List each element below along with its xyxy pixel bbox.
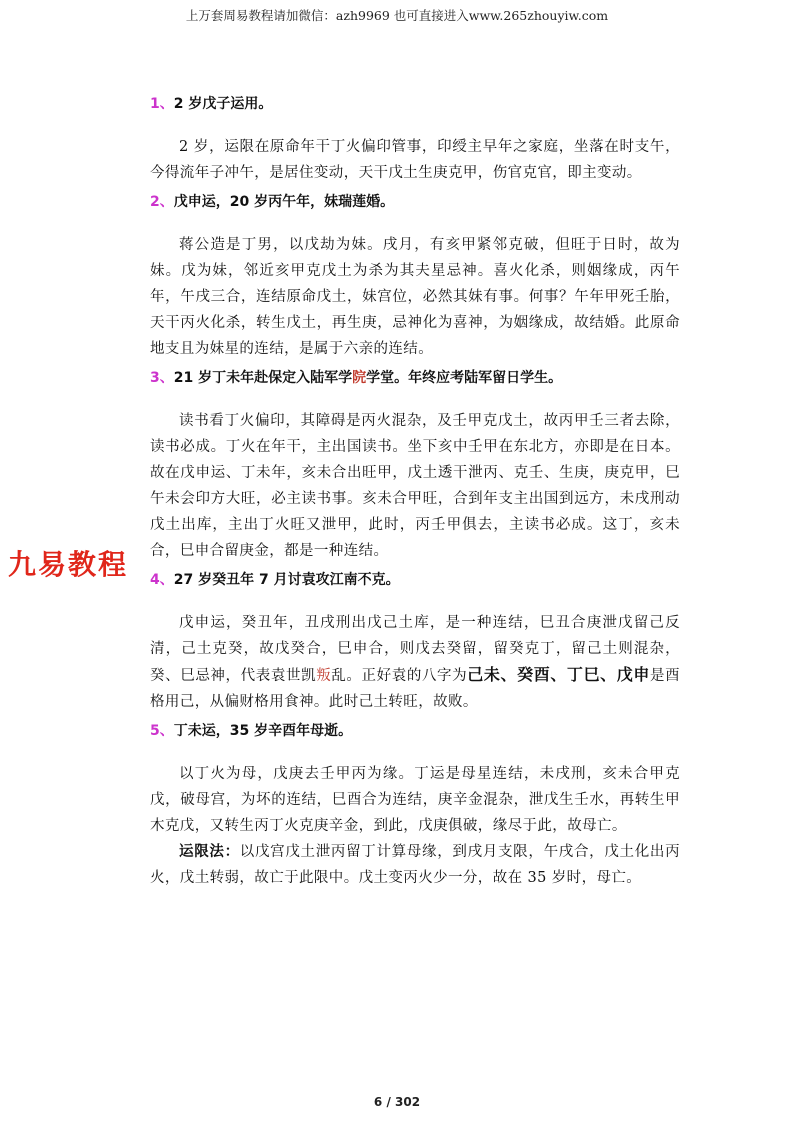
page-number: 6 / 302: [373, 1095, 421, 1109]
section-number: 1、: [150, 96, 174, 112]
section-heading-4: [150, 570, 680, 590]
bazi-chart-text: 己未、癸酉、丁巳、戊申: [467, 665, 650, 684]
paragraph-text: 戊申运，癸丑年，丑戌刑出戊己土库，是一种连结，巳丑合庚泄戊留己反清，己土克癸，故戊癸合，巳申合，则戊去癸留，留癸克丁，留己土则混杂，癸、巳忌神，代表袁世凯: [150, 615, 680, 684]
method-paragraph: [150, 839, 680, 891]
section-number: 3、: [150, 370, 174, 386]
section-title-highlight: 院: [352, 370, 367, 386]
section-paragraph-2: 蒋公造是丁男，以戊劫为妹。戌月，有亥甲紧邻克破，但旺于日时，故为妹。戊为妹，邻近亥甲克戊土为杀为其夫星忌神。喜火化杀，则姻缘成，丙午年，午戌三合，连结原命戊土，妹宫位，必然其妹有事。何事？午年甲死壬胎，天干丙火化杀，转生戊土，再生庚，忌神化为喜神，为姻缘成，故结婚。此原命地支且为妹星的连结，是属于六亲的连结。: [150, 237, 680, 357]
section-paragraph-3: 读书看丁火偏印，其障碍是丙火混杂，及壬甲克戊土，故丙甲壬三者去除，读书必成。丁火在年干，主出国读书。坐下亥中壬甲在东北方，亦即是在日本。故在戊申运、丁未年，亥未合出旺甲，戊土透干泄丙、克壬、生庚，庚克甲，巳午未会印方大旺，必主读书事。亥未合甲旺，合到年支主出国到远方，未戌刑动戊土出库，主出丁火旺又泄甲，此时，丙壬甲俱去，主读书必成。这丁，亥未合，巳申合留庚金，都是一种连结。: [150, 413, 680, 559]
section-paragraph-1: 2 岁，运限在原命年干丁火偏印管事，印绶主早年之家庭，坐落在时支午，今得流年子冲午，是居住变动，天干戊土生庚克甲，伤官克官，即主变动。: [150, 139, 680, 181]
section-title: 27 岁癸丑年 7 月讨袁攻江南不克。: [173, 572, 400, 588]
page-header: 上万套周易教程请加微信：azh9969 也可直接进入www.265zhouyiw.com: [185, 8, 609, 23]
section-number: 4、: [150, 572, 174, 588]
section-number: 5、: [150, 723, 174, 739]
watermark-logo: 九易教程: [8, 548, 129, 581]
section-heading-3: [150, 368, 680, 388]
section-paragraph-4: [150, 610, 680, 715]
section-heading-2: [150, 192, 680, 212]
section-paragraph-5: 以丁火为母，戊庚去壬甲丙为缘。丁运是母星连结，未戌刑，亥未合甲克戊，破母宫，为坏的连结，巳酉合为连结，庚辛金混杂，泄戊生壬水，再转生甲木克戊，又转生丙丁火克庚辛金，到此，戊庚俱破，缘尽于此，故母亡。: [150, 766, 680, 834]
section-heading-5: [150, 721, 680, 741]
method-label: 运限法：: [179, 844, 240, 860]
paragraph-text: 乱。正好袁的八字为: [331, 668, 468, 684]
document-body: [150, 94, 680, 891]
paragraph-text: 是酉格用己，从偏财格用食神。此时己土转旺，故败。: [150, 668, 680, 710]
section-title: 丁未运，35 岁辛酉年母逝。: [173, 723, 353, 739]
section-title: 戊申运，20 岁丙午年，妹瑞莲婚。: [173, 194, 395, 210]
section-heading-1: [150, 94, 680, 114]
section-number: 2、: [150, 194, 174, 210]
method-text: 以戊宫戊土泄丙留丁计算母缘，到戌月支限，午戌合，戊土化出丙火，戊土转弱，故亡于此限中。戊土变丙火少一分，故在 35 岁时，母亡。: [150, 844, 680, 886]
section-title: 2 岁戊子运用。: [173, 96, 273, 112]
section-title-part: 21 岁丁未年赴保定入陆军学: [173, 370, 353, 386]
section-title-part: 学堂。年终应考陆军留日学生。: [366, 370, 563, 386]
highlight-text: 叛: [316, 668, 332, 684]
